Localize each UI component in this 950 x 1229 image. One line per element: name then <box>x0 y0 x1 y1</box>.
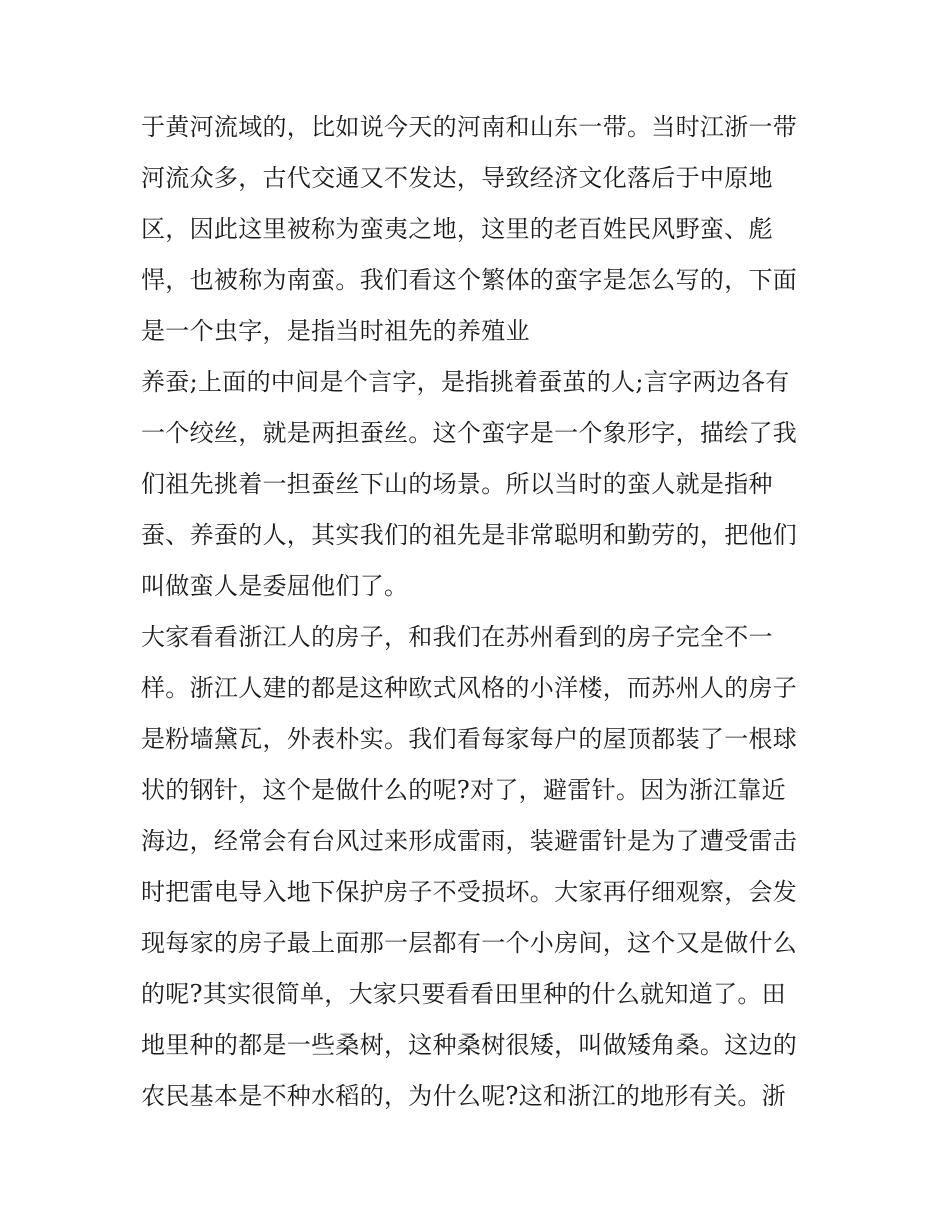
text-line: 悍，也被称为南蛮。我们看这个繁体的蛮字是怎么写的，下面 <box>141 266 798 294</box>
text-line: 于黄河流域的，比如说今天的河南和山东一带。当时江浙一带 <box>141 113 798 141</box>
text-line: 蚕、养蚕的人，其实我们的祖先是非常聪明和勤劳的，把他们 <box>141 521 798 549</box>
text-line: 河流众多，古代交通又不发达，导致经济文化落后于中原地 <box>141 164 773 192</box>
text-line: 大家看看浙江人的房子，和我们在苏州看到的房子完全不一 <box>141 623 773 651</box>
text-line: 农民基本是不种水稻的，为什么呢?这和浙江的地形有关。浙 <box>141 1082 786 1110</box>
text-line: 样。浙江人建的都是这种欧式风格的小洋楼，而苏州人的房子 <box>141 674 798 702</box>
text-line: 是粉墙黛瓦，外表朴实。我们看每家每户的屋顶都装了一根球 <box>141 725 798 753</box>
text-line: 们祖先挑着一担蚕丝下山的场景。所以当时的蛮人就是指种 <box>141 470 773 498</box>
text-line: 地里种的都是一些桑树，这种桑树很矮，叫做矮角桑。这边的 <box>141 1031 798 1059</box>
text-line: 状的钢针，这个是做什么的呢?对了，避雷针。因为浙江靠近 <box>141 776 786 804</box>
text-line: 养蚕;上面的中间是个言字，是指挑着蚕茧的人;言字两边各有 <box>141 368 790 396</box>
text-line: 一个绞丝，就是两担蚕丝。这个蛮字是一个象形字，描绘了我 <box>141 419 798 447</box>
text-line: 叫做蛮人是委屈他们了。 <box>141 572 409 600</box>
document-page <box>141 102 816 1122</box>
text-line: 现每家的房子最上面那一层都有一个小房间，这个又是做什么 <box>141 929 798 957</box>
text-line: 时把雷电导入地下保护房子不受损坏。大家再仔细观察，会发 <box>141 878 798 906</box>
text-line: 是一个虫字，是指当时祖先的养殖业 <box>141 317 530 345</box>
text-line: 区，因此这里被称为蛮夷之地，这里的老百姓民风野蛮、彪 <box>141 215 773 243</box>
text-line: 的呢?其实很简单，大家只要看看田里种的什么就知道了。田 <box>141 980 786 1008</box>
text-line: 海边，经常会有台风过来形成雷雨，装避雷针是为了遭受雷击 <box>141 827 798 855</box>
